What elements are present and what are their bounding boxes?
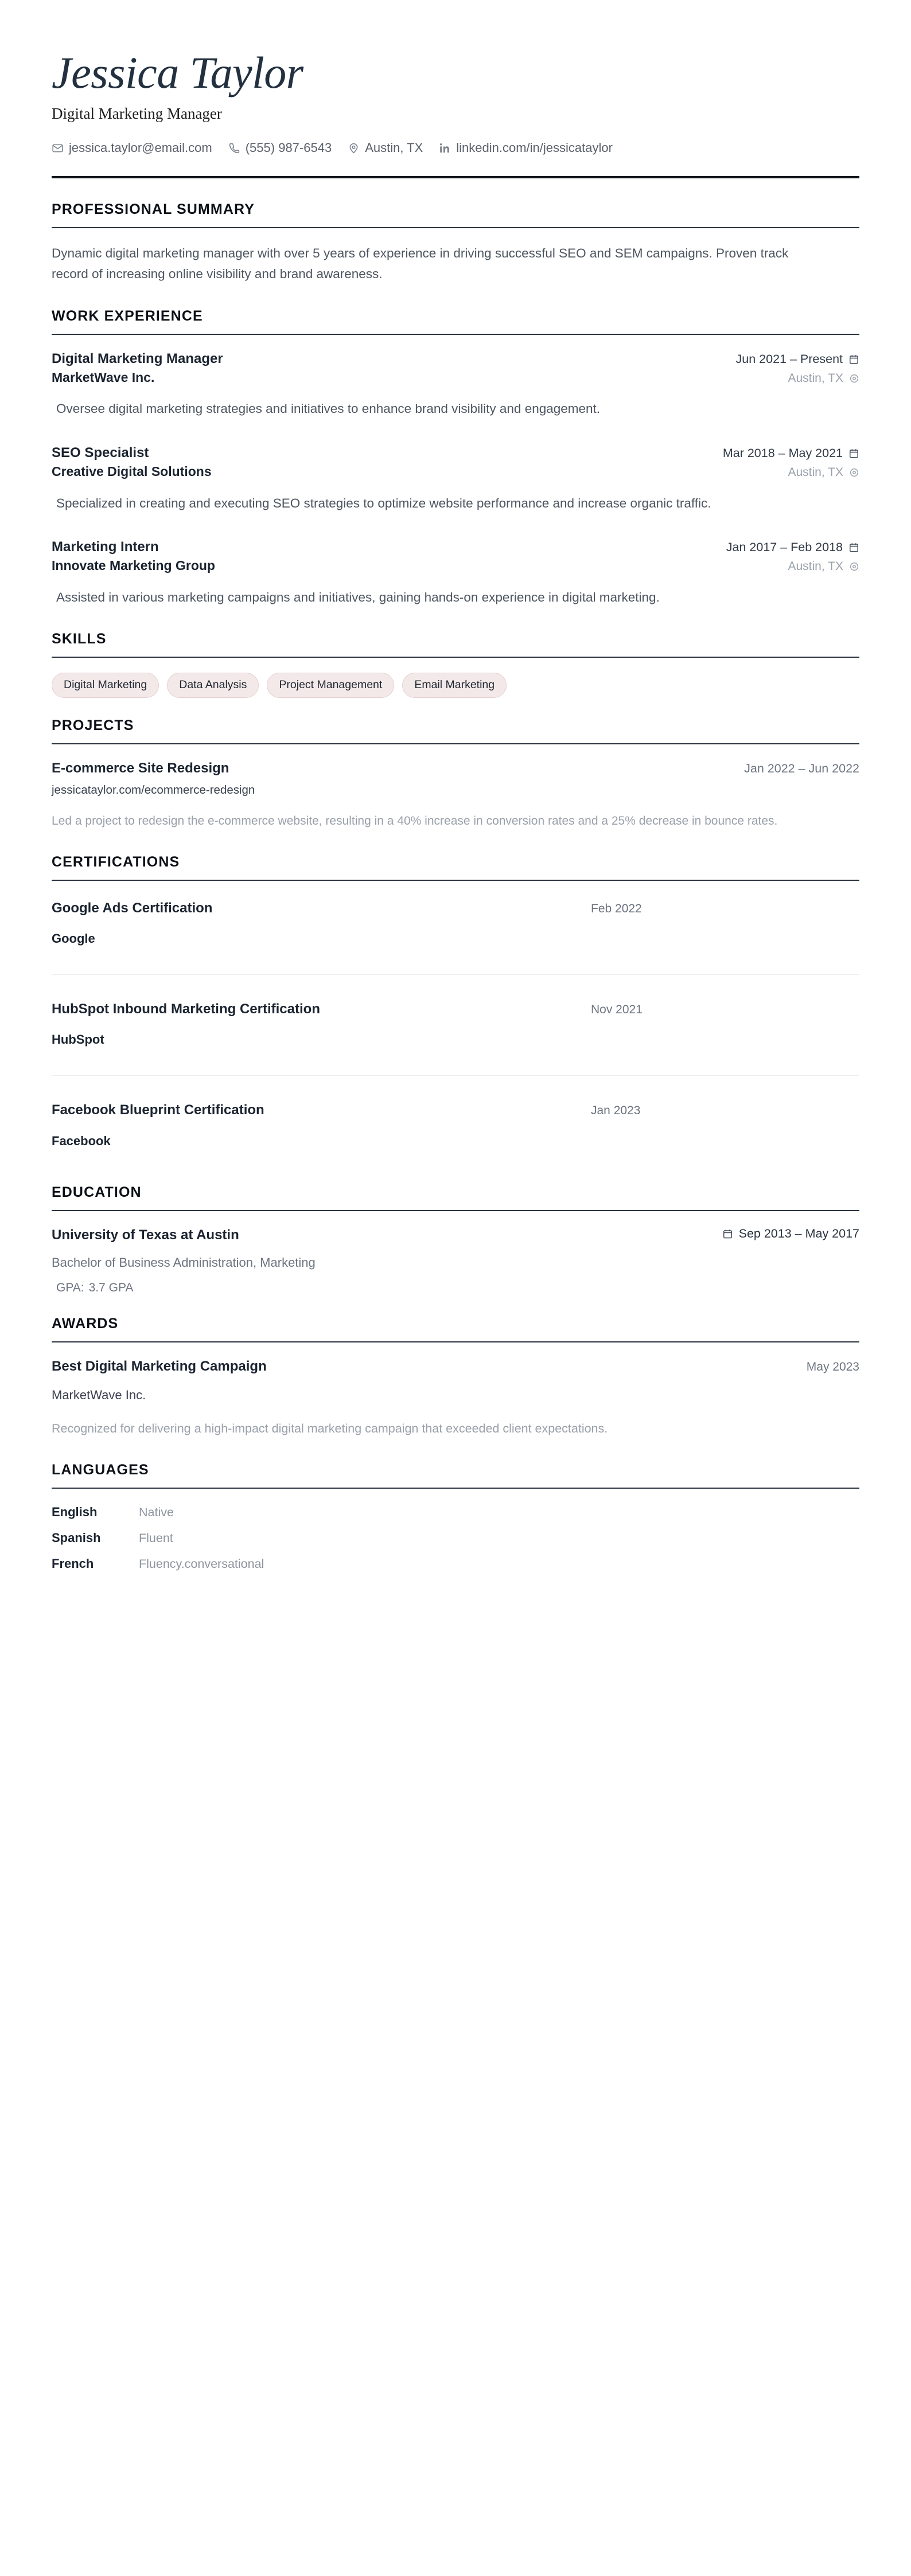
award-date: May 2023 bbox=[806, 1360, 859, 1374]
education-date bbox=[722, 1227, 859, 1241]
section-heading-summary: PROFESSIONAL SUMMARY bbox=[52, 201, 255, 217]
certification-date: Nov 2021 bbox=[591, 1002, 643, 1016]
experience-location bbox=[788, 372, 860, 385]
header-divider bbox=[52, 176, 859, 178]
experience-entry-header bbox=[52, 444, 859, 462]
skill-list bbox=[52, 673, 859, 697]
experience-role: Digital Marketing Manager bbox=[52, 350, 223, 366]
certification-date: Jan 2023 bbox=[591, 1104, 641, 1118]
experience-date bbox=[736, 352, 859, 366]
experience-description: Specialized in creating and executing SEO strategies to optimize website performance and increase organic traffic. bbox=[56, 495, 711, 510]
section-professional-summary bbox=[52, 201, 859, 285]
skill-pill: Data Analysis bbox=[167, 673, 259, 697]
education-entry-header bbox=[52, 1226, 859, 1244]
language-level: Fluency.conversational bbox=[139, 1556, 264, 1571]
calendar-icon bbox=[848, 542, 859, 553]
contact-email[interactable] bbox=[52, 140, 212, 157]
skill-pill: Email Marketing bbox=[402, 673, 507, 697]
certification-name: HubSpot Inbound Marketing Certification bbox=[52, 1001, 320, 1017]
section-projects bbox=[52, 717, 859, 831]
section-divider bbox=[52, 743, 859, 744]
education-gpa-label: GPA: bbox=[56, 1281, 84, 1294]
education-gpa-value: 3.7 GPA bbox=[88, 1281, 134, 1294]
certification-issuer: HubSpot bbox=[52, 1032, 104, 1047]
calendar-icon bbox=[848, 354, 859, 365]
award-description: Recognized for delivering a high-impact digital marketing campaign that exceeded client expectations. bbox=[52, 1422, 608, 1436]
summary-text: Dynamic digital marketing manager with over 5 years of experience in driving successful SEO and SEM campaigns. Proven track record of increasing online visibility and brand awareness. bbox=[52, 245, 789, 282]
section-heading-languages: LANGUAGES bbox=[52, 1462, 149, 1478]
contact-phone[interactable] bbox=[228, 140, 332, 157]
experience-entry-subheader bbox=[52, 556, 859, 575]
project-entry bbox=[52, 759, 859, 831]
section-education bbox=[52, 1184, 859, 1296]
map-pin-icon bbox=[849, 467, 859, 478]
linkedin-icon bbox=[439, 142, 451, 154]
experience-description: Oversee digital marketing strategies and initiatives to enhance brand visibility and engagement. bbox=[56, 401, 601, 416]
award-entry-header bbox=[52, 1357, 859, 1376]
experience-entry-subheader bbox=[52, 368, 859, 387]
experience-organization: MarketWave Inc. bbox=[52, 370, 155, 385]
experience-entry bbox=[52, 444, 859, 514]
certification-issuer: Facebook bbox=[52, 1133, 111, 1148]
experience-organization: Innovate Marketing Group bbox=[52, 558, 215, 573]
language-row bbox=[52, 1504, 859, 1521]
section-divider bbox=[52, 1341, 859, 1342]
experience-role: SEO Specialist bbox=[52, 444, 149, 460]
section-skills bbox=[52, 631, 859, 697]
project-entry-header bbox=[52, 759, 859, 778]
contact-location-text: Austin, TX bbox=[365, 140, 423, 155]
section-certifications bbox=[52, 854, 859, 1162]
education-school: University of Texas at Austin bbox=[52, 1227, 239, 1243]
language-level: Fluent bbox=[139, 1531, 173, 1545]
language-name: French bbox=[52, 1556, 94, 1571]
page-title: Jessica Taylor bbox=[52, 48, 303, 97]
experience-entry-header bbox=[52, 538, 859, 556]
job-title: Digital Marketing Manager bbox=[52, 104, 222, 122]
experience-role: Marketing Intern bbox=[52, 539, 159, 555]
section-heading-skills: SKILLS bbox=[52, 631, 107, 647]
experience-location-text: Austin, TX bbox=[788, 560, 843, 573]
project-name: E-commerce Site Redesign bbox=[52, 760, 229, 776]
experience-location-text: Austin, TX bbox=[788, 372, 843, 385]
language-row bbox=[52, 1555, 859, 1573]
education-degree: Bachelor of Business Administration, Marketing bbox=[52, 1255, 316, 1270]
section-divider bbox=[52, 1488, 859, 1489]
certification-date: Feb 2022 bbox=[591, 901, 642, 915]
map-pin-icon bbox=[348, 142, 360, 154]
envelope-icon bbox=[52, 142, 64, 154]
contact-linkedin[interactable] bbox=[439, 140, 613, 157]
experience-location-text: Austin, TX bbox=[788, 466, 843, 479]
experience-entry-subheader bbox=[52, 462, 859, 481]
section-heading-projects: PROJECTS bbox=[52, 717, 134, 733]
section-heading-awards: AWARDS bbox=[52, 1316, 119, 1332]
section-heading-experience: WORK EXPERIENCE bbox=[52, 307, 203, 324]
calendar-icon bbox=[848, 448, 859, 459]
experience-date bbox=[723, 446, 859, 460]
experience-entry bbox=[52, 538, 859, 608]
section-divider bbox=[52, 657, 859, 658]
award-entry bbox=[52, 1357, 859, 1439]
language-name: English bbox=[52, 1505, 98, 1520]
experience-description: Assisted in various marketing campaigns and initiatives, gaining hands-on experience in digital marketing. bbox=[56, 590, 660, 604]
language-list bbox=[52, 1504, 859, 1572]
map-pin-icon bbox=[849, 561, 859, 572]
certification-name: Facebook Blueprint Certification bbox=[52, 1102, 264, 1118]
certification-issuer: Google bbox=[52, 931, 95, 946]
map-pin-icon bbox=[849, 373, 859, 384]
section-awards bbox=[52, 1316, 859, 1439]
language-level: Native bbox=[139, 1505, 174, 1520]
language-name: Spanish bbox=[52, 1531, 101, 1545]
education-gpa bbox=[56, 1279, 859, 1296]
section-divider bbox=[52, 1210, 859, 1211]
contact-email-text: jessica.taylor@email.com bbox=[69, 140, 212, 155]
phone-icon bbox=[228, 142, 240, 154]
project-description: Led a project to redesign the e-commerce website, resulting in a 40% increase in conversion rates and a 25% decrease in bounce rates. bbox=[52, 814, 778, 828]
experience-location bbox=[788, 466, 860, 479]
experience-date-text: Mar 2018 – May 2021 bbox=[722, 446, 843, 460]
language-row bbox=[52, 1529, 859, 1547]
award-title: Best Digital Marketing Campaign bbox=[52, 1359, 267, 1375]
contact-linkedin-text: linkedin.com/in/jessicataylor bbox=[456, 140, 613, 155]
experience-entry bbox=[52, 350, 859, 420]
certification-entry-header bbox=[52, 1101, 859, 1119]
certification-entry bbox=[52, 975, 859, 1076]
certification-name: Google Ads Certification bbox=[52, 900, 213, 916]
education-entry bbox=[52, 1226, 859, 1296]
experience-date-text: Jun 2021 – Present bbox=[735, 352, 843, 366]
certification-entry bbox=[52, 896, 859, 975]
project-date: Jan 2022 – Jun 2022 bbox=[744, 761, 859, 775]
calendar-icon bbox=[722, 1228, 733, 1239]
experience-location bbox=[788, 560, 860, 573]
certification-entry bbox=[52, 1076, 859, 1161]
experience-date bbox=[726, 540, 859, 555]
section-divider bbox=[52, 334, 859, 335]
section-heading-certifications: CERTIFICATIONS bbox=[52, 853, 180, 870]
experience-date-text: Jan 2017 – Feb 2018 bbox=[726, 540, 843, 555]
section-divider bbox=[52, 880, 859, 881]
education-date-text: Sep 2013 – May 2017 bbox=[738, 1227, 859, 1241]
section-work-experience bbox=[52, 308, 859, 608]
resume-header bbox=[52, 49, 859, 178]
section-languages bbox=[52, 1462, 859, 1572]
contact-phone-text: (555) 987-6543 bbox=[245, 140, 332, 155]
certification-entry-header bbox=[52, 1000, 859, 1018]
section-divider bbox=[52, 227, 859, 228]
experience-entry-header bbox=[52, 350, 859, 368]
skill-pill: Project Management bbox=[267, 673, 394, 697]
award-organization: MarketWave Inc. bbox=[52, 1387, 146, 1402]
contact-row bbox=[52, 140, 859, 157]
experience-organization: Creative Digital Solutions bbox=[52, 464, 212, 479]
certification-entry-header bbox=[52, 899, 859, 918]
project-url[interactable]: jessicataylor.com/ecommerce-redesign bbox=[52, 783, 255, 797]
contact-location bbox=[348, 140, 423, 157]
skill-pill: Digital Marketing bbox=[52, 673, 159, 697]
section-heading-education: EDUCATION bbox=[52, 1184, 142, 1201]
